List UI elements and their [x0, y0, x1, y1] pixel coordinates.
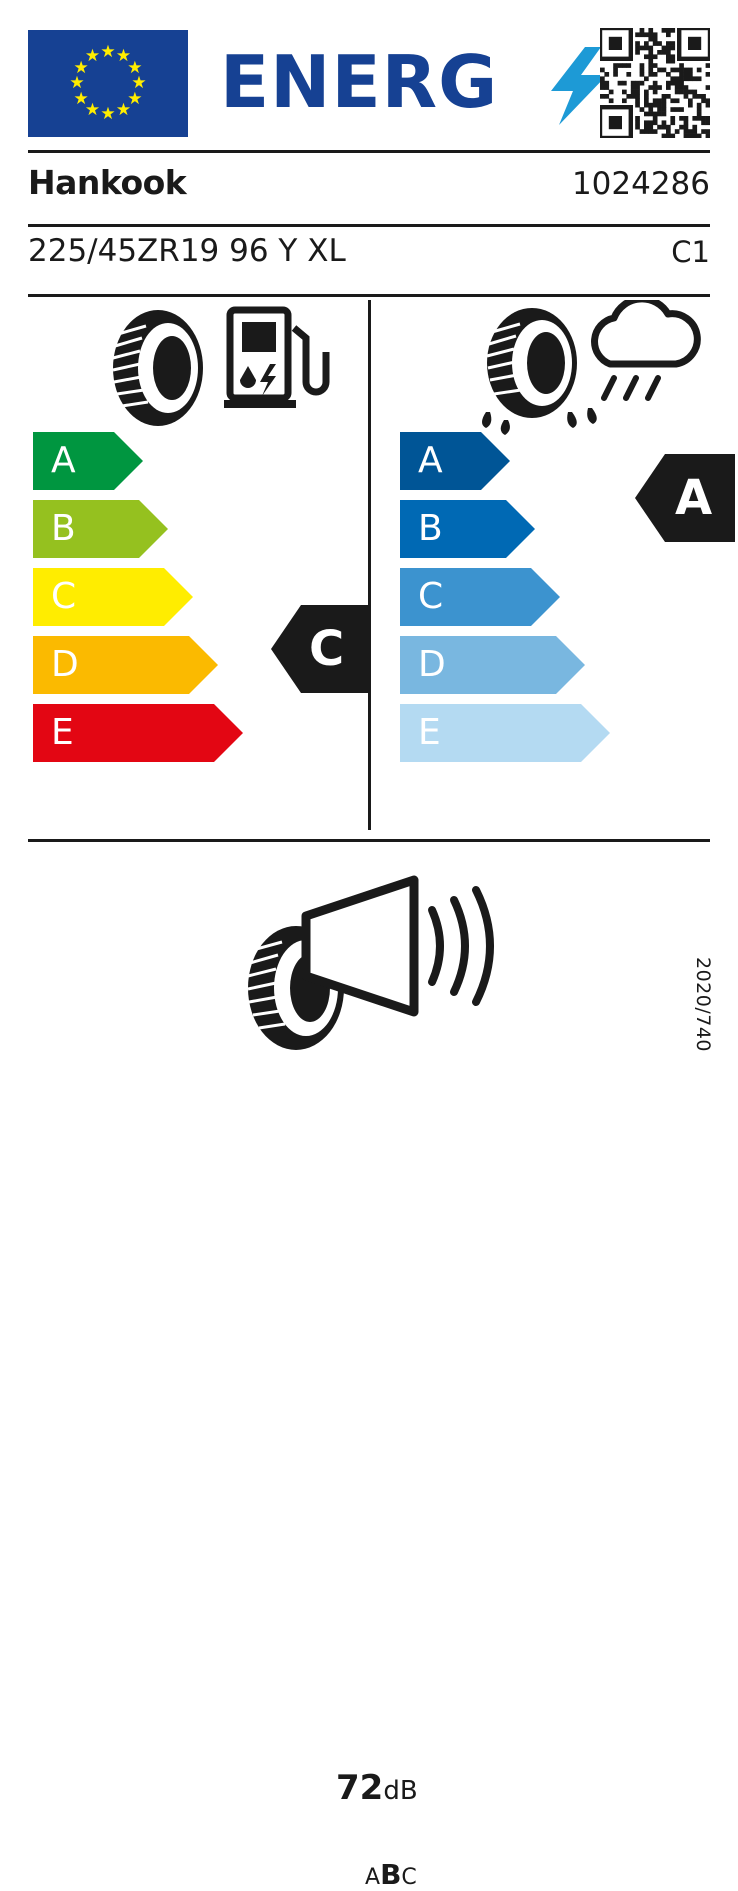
- eu-star-icon: ★: [73, 57, 89, 78]
- fuel-efficiency-bar-letter: B: [51, 508, 76, 549]
- fuel-efficiency-bar-letter: D: [51, 644, 79, 685]
- fuel-efficiency-bar-shape: [33, 432, 143, 490]
- noise-db-unit: dB: [383, 1776, 418, 1806]
- eu-star-icon: ★: [131, 73, 147, 93]
- wet-grip-bar-letter: A: [418, 440, 443, 481]
- wet-grip-bar-letter: B: [418, 508, 443, 549]
- product-code: 1024286: [571, 166, 710, 202]
- eu-star-icon: ★: [100, 104, 116, 124]
- eu-star-icon: ★: [84, 99, 101, 120]
- eu-star-icon: ★: [127, 88, 143, 109]
- divider: [28, 150, 710, 153]
- fuel-efficiency-bar-letter: E: [51, 712, 74, 753]
- eu-star-icon: ★: [127, 57, 143, 78]
- regulation-reference: 2020/740: [692, 956, 714, 1052]
- noise-db-number: 72: [336, 1768, 384, 1808]
- eu-star-icon: ★: [115, 46, 132, 67]
- noise-section: [28, 860, 710, 1891]
- wet-grip-rating: [635, 454, 735, 542]
- fuel-efficiency-bar-letter: C: [51, 576, 77, 617]
- noise-class-b: B: [380, 1858, 402, 1891]
- fuel-pump-icon: [224, 310, 326, 408]
- tyre-wet-icon: [482, 308, 597, 435]
- noise-class-a: A: [365, 1865, 381, 1890]
- rain-cloud-icon: [595, 300, 698, 398]
- tyre-icon: [113, 310, 203, 426]
- label-header: [28, 22, 710, 144]
- eu-star-icon: ★: [115, 99, 132, 120]
- eu-star-icon: ★: [100, 42, 116, 62]
- divider: [28, 294, 710, 297]
- divider: [28, 224, 710, 227]
- eu-flag-icon: [28, 30, 188, 137]
- eu-star-icon: ★: [84, 46, 101, 67]
- wet-grip-bar-letter: D: [418, 644, 446, 685]
- fuel-efficiency-bar-letter: A: [51, 440, 76, 481]
- wet-grip-bar-shape: [400, 432, 510, 490]
- wet-grip-bar-letter: C: [418, 576, 444, 617]
- eu-star-icon: ★: [73, 88, 89, 109]
- divider: [28, 839, 710, 842]
- eu-star-icon: ★: [69, 73, 85, 93]
- tyre-size: 225/45ZR19 96 Y XL: [28, 233, 346, 269]
- tyre-energy-label: [28, 22, 714, 1891]
- brand-name: Hankook: [28, 163, 187, 202]
- pictogram-row: [28, 300, 710, 438]
- fuel-efficiency-rating: [271, 605, 371, 693]
- noise-class-c: C: [401, 1865, 417, 1890]
- fuel-efficiency-rating-letter: C: [309, 621, 345, 677]
- tyre-class: C1: [671, 235, 710, 269]
- wet-grip-bar-letter: E: [418, 712, 441, 753]
- qr-code-icon: [600, 28, 710, 138]
- wet-grip-rating-letter: A: [675, 470, 713, 526]
- noise-class-row: [365, 1858, 417, 1891]
- page-title: ENERG: [220, 40, 499, 124]
- noise-value: [336, 1768, 418, 1811]
